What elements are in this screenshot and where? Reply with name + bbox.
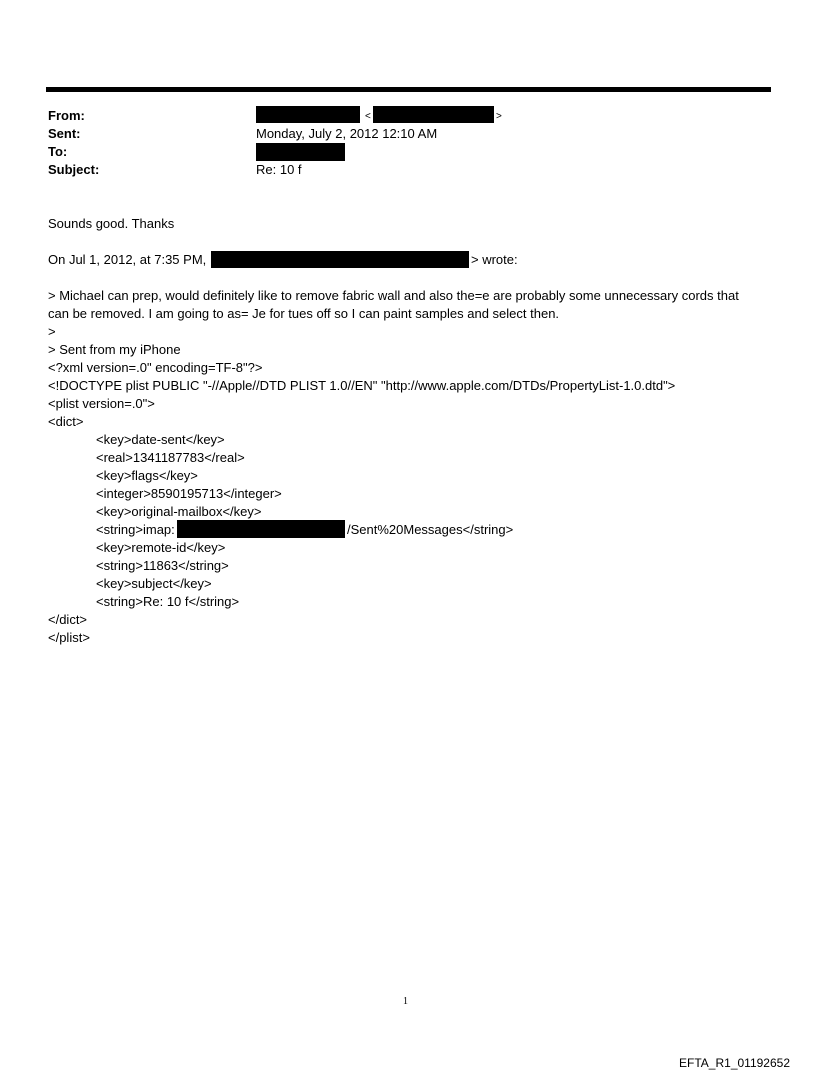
redaction-to <box>256 143 345 161</box>
plist-value-date-sent: <real>1341187783</real> <box>96 450 245 465</box>
plist-value-subject: <string>Re: 10 f</string> <box>96 594 240 609</box>
redaction-from-name <box>256 106 360 123</box>
plist-key-date-sent: <key>date-sent</key> <box>96 432 225 447</box>
page-number: 1 <box>403 996 408 1007</box>
dict-open: <dict> <box>48 414 84 429</box>
plist-value-mailbox-suffix: /Sent%20Messages</string> <box>347 522 514 537</box>
redaction-quote-sender <box>211 251 469 268</box>
quote-attribution-prefix: On Jul 1, 2012, at 7:35 PM, <box>48 252 207 267</box>
dict-close: </dict> <box>48 612 88 627</box>
from-lt: < <box>365 111 371 122</box>
quoted-line-2: can be removed. I am going to as= Je for tues off so I can paint samples and select then. <box>48 306 560 321</box>
plist-open: <plist version=.0"> <box>48 396 155 411</box>
plist-xml-declaration: <?xml version=.0" encoding=TF-8"?> <box>48 360 263 375</box>
plist-key-subject: <key>subject</key> <box>96 576 212 591</box>
plist-key-remote-id: <key>remote-id</key> <box>96 540 226 555</box>
plist-close: </plist> <box>48 630 90 645</box>
redaction-from-email <box>373 106 494 123</box>
to-label: To: <box>48 144 68 159</box>
sent-label: Sent: <box>48 126 81 141</box>
document-id: EFTA_R1_01192652 <box>679 1056 790 1070</box>
subject-value: Re: 10 f <box>256 162 302 177</box>
plist-value-remote-id: <string>11863</string> <box>96 558 229 573</box>
quoted-line-4: > Sent from my iPhone <box>48 342 181 357</box>
plist-value-mailbox-prefix: <string>imap: <box>96 522 175 537</box>
plist-value-flags: <integer>8590195713</integer> <box>96 486 282 501</box>
plist-key-flags: <key>flags</key> <box>96 468 198 483</box>
plist-key-mailbox: <key>original-mailbox</key> <box>96 504 262 519</box>
reply-text: Sounds good. Thanks <box>48 216 175 231</box>
from-label: From: <box>48 108 85 123</box>
redaction-mailbox <box>177 520 345 538</box>
sent-value: Monday, July 2, 2012 12:10 AM <box>256 126 438 141</box>
quote-attribution-suffix: > wrote: <box>471 252 518 267</box>
from-gt: > <box>496 111 502 122</box>
quoted-line-3: > <box>48 324 56 339</box>
header-rule <box>46 87 771 92</box>
plist-doctype: <!DOCTYPE plist PUBLIC "-//Apple//DTD PLIST 1.0//EN" "http://www.apple.com/DTDs/PropertyList-1.0.dtd"> <box>48 378 676 393</box>
subject-label: Subject: <box>48 162 100 177</box>
quoted-line-1: > Michael can prep, would definitely like to remove fabric wall and also the=e are probably some unnecessary cords that <box>48 288 739 303</box>
